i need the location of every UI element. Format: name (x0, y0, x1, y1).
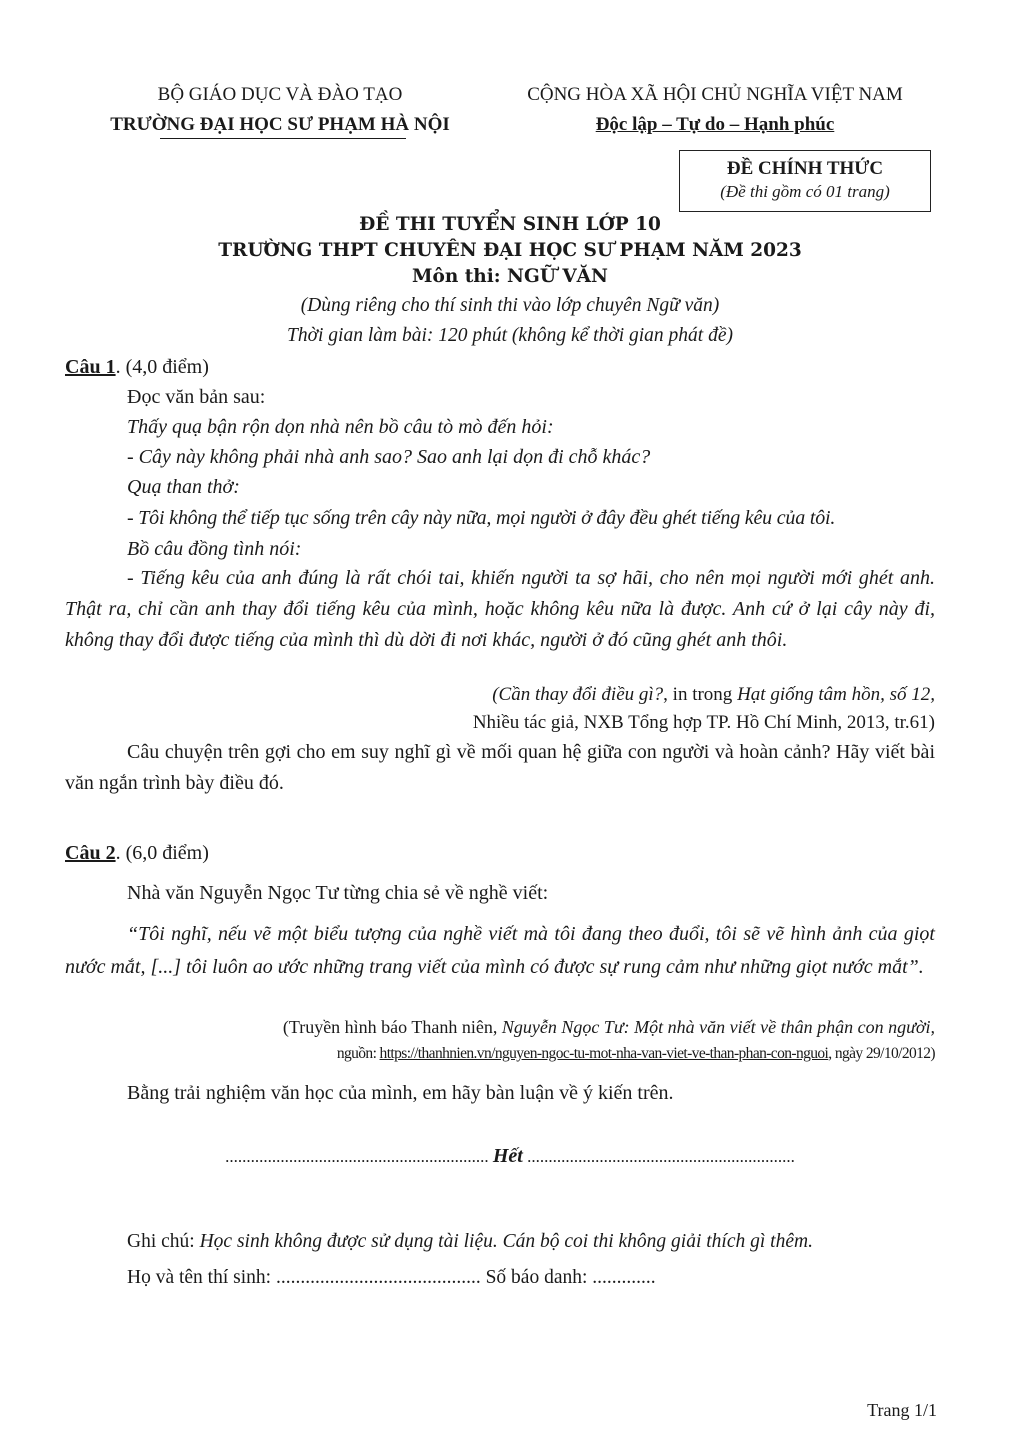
school-title: TRƯỜNG THPT CHUYÊN ĐẠI HỌC SƯ PHẠM NĂM 2023 (218, 240, 802, 261)
footer-note-label: Ghi chú: (127, 1231, 200, 1252)
page-count-note: (Đề thi gồm có 01 trang) (720, 182, 890, 201)
source-2-open: (Truyền hình báo Thanh niên, (282, 1017, 502, 1037)
header-right (500, 80, 930, 140)
end-marker (0, 1141, 1020, 1172)
exam-title: ĐỀ THI TUYỂN SINH LỚP 10 (359, 214, 661, 235)
source-in: , in trong (663, 684, 738, 705)
footer-note-text: Học sinh không được sử dụng tài liệu. Cán bộ coi thi không giải thích gì thêm. (199, 1231, 813, 1252)
footer-note (127, 1227, 813, 1257)
question-1-points: . (4,0 điểm) (115, 356, 209, 378)
author-quote: “Tôi nghĩ, nếu vẽ một biểu tượng của nghề viết mà tôi đang theo đuổi, tôi sẽ vẽ hình ảnh của giọt nước mắt, [...] tôi luôn ao ước những trang viết của mình có được sự rung cảm như những giọt nước mắt”. (65, 923, 935, 978)
question-1-intro: Đọc văn bản sau: (127, 386, 266, 408)
official-label: ĐỀ CHÍNH THỨC (726, 158, 884, 179)
subtitle-usage: (Dùng riêng cho thí sinh thi vào lớp chuyên Ngữ văn) (300, 295, 720, 316)
national-motto: Độc lập – Tự do – Hạnh phúc (595, 114, 835, 135)
header-left (80, 80, 480, 140)
story-line-3: Quạ than thở: (127, 476, 240, 498)
ministry-name: BỘ GIÁO DỤC VÀ ĐÀO TẠO (157, 84, 403, 105)
story-line-5: Bồ câu đồng tình nói: (127, 538, 302, 560)
official-exam-box (679, 150, 931, 212)
source-2-date: , ngày 29/10/2012) (828, 1045, 935, 1062)
story-line-2: - Cây này không phải nhà anh sao? Sao anh lại dọn đi chỗ khác? (127, 446, 651, 468)
question-1-source-1 (65, 680, 935, 710)
source-2-prefix: nguồn: (336, 1045, 380, 1062)
end-dots-left: .............................................................. (225, 1147, 489, 1166)
source-2-title: Nguyễn Ngọc Tư: Một nhà văn viết về thân phận con người, (501, 1017, 935, 1037)
subtitle-time: Thời gian làm bài: 120 phút (không kể thời gian phát đề) (287, 325, 733, 346)
question-1-label: Câu 1 (65, 356, 116, 378)
source-book-title: Hạt giống tâm hồn, số 12, (737, 684, 935, 705)
question-2-points: . (6,0 điểm) (115, 842, 209, 864)
question-1-task: Câu chuyện trên gợi cho em suy nghĩ gì về mối quan hệ giữa con người và hoàn cảnh? Hãy viết bài văn ngắn trình bày điều đó. (65, 741, 935, 794)
question-2-task: Bằng trải nghiệm văn học của mình, em hãy bàn luận về ý kiến trên. (127, 1082, 674, 1104)
subject-title: Môn thi: NGỮ VĂN (412, 266, 608, 287)
question-2-source-2 (65, 1041, 935, 1067)
story-paragraph: - Tiếng kêu của anh đúng là rất chói tai, khiến người ta sợ hãi, cho nên mọi người mới ghét anh. Thật ra, chỉ cần anh thay đổi tiếng kêu của mình, hoặc không kêu nữa là được. Anh cứ ở lại cây này đi, không thay đổi được tiếng của mình thì dù dời đi nơi khác, người ở đó cũng ghét anh thôi. (65, 567, 935, 651)
page-number: Trang 1/1 (867, 1400, 937, 1420)
end-word: Hết (492, 1145, 523, 1167)
question-2-intro: Nhà văn Nguyễn Ngọc Tư từng chia sẻ về nghề viết: (127, 882, 549, 904)
header-left-rule (160, 138, 406, 139)
end-dots-right: ............................................................... (527, 1147, 795, 1166)
question-1-heading (65, 352, 209, 382)
source-2-url[interactable]: https://thanhnien.vn/nguyen-ngoc-tu-mot-nha-van-viet-ve-than-phan-con-nguoi (379, 1045, 829, 1062)
republic-name: CỘNG HÒA XÃ HỘI CHỦ NGHĨA VIỆT NAM (527, 84, 903, 105)
question-2-label: Câu 2 (65, 842, 116, 864)
university-name: TRƯỜNG ĐẠI HỌC SƯ PHẠM HÀ NỘI (110, 114, 450, 135)
source-open: ( (492, 684, 499, 705)
story-line-1: Thấy quạ bận rộn dọn nhà nên bồ câu tò mò đến hỏi: (127, 416, 554, 438)
candidate-info-line: Họ và tên thí sinh: .......................................... Số báo danh: ............. (127, 1267, 656, 1288)
source-story-title: Cần thay đổi điều gì? (498, 684, 664, 705)
story-line-4: - Tôi không thể tiếp tục sống trên cây này nữa, mọi người ở đây đều ghét tiếng kêu của tôi. (127, 507, 836, 529)
question-1-source-2: Nhiều tác giả, NXB Tổng hợp TP. Hồ Chí Minh, 2013, tr.61) (472, 712, 935, 733)
question-2-source-1 (65, 1013, 935, 1041)
question-2-heading (65, 838, 209, 868)
